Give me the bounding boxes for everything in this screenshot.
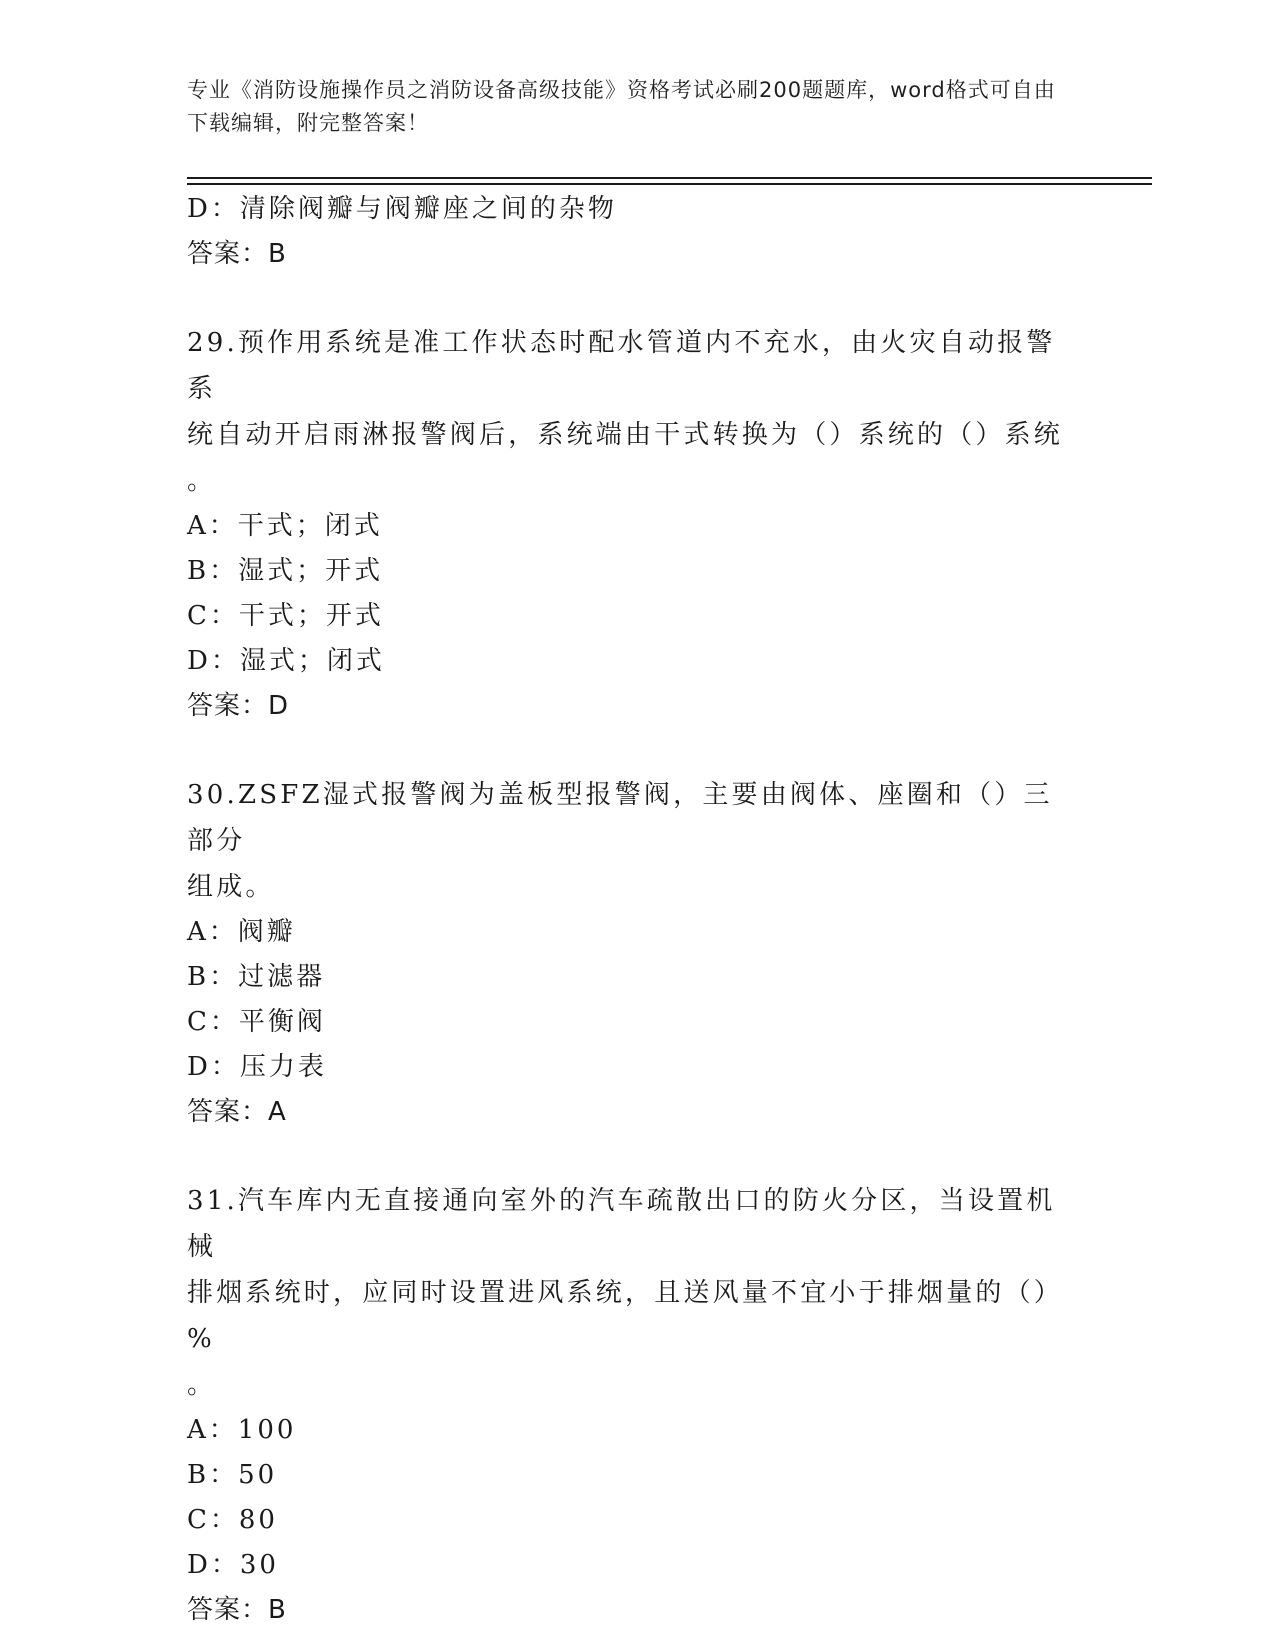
header-divider-bottom <box>187 183 1152 185</box>
question-31-line-3: 。 <box>187 1370 217 1400</box>
question-30-option-b: B：过滤器 <box>187 962 326 992</box>
question-30-option-c: C：平衡阀 <box>187 1007 326 1037</box>
question-29-line-3: 。 <box>187 466 217 496</box>
header-divider-top <box>187 177 1152 179</box>
question-30-option-d: D：压力表 <box>187 1052 327 1082</box>
question-29-option-c: C：干式；开式 <box>187 601 384 631</box>
spacer <box>187 729 1077 772</box>
question-31-answer: 答案：B <box>187 1595 287 1625</box>
prev-option-d: D：清除阀瓣与阀瓣座之间的杂物 <box>187 194 617 224</box>
question-31-option-c: C：80 <box>187 1505 278 1535</box>
question-29-option-a: A：干式；闭式 <box>187 511 383 541</box>
spacer <box>187 277 1077 320</box>
question-31-option-b: B：50 <box>187 1460 278 1490</box>
question-29-line-2: 统自动开启雨淋报警阀后，系统端由干式转换为（）系统的（）系统 <box>187 420 1064 450</box>
question-30-line-2: 组成。 <box>187 872 275 902</box>
question-30-line-1: 30.ZSFZ湿式报警阀为盖板型报警阀，主要由阀体、座圈和（）三部分 <box>187 780 1053 856</box>
spacer <box>187 1135 1077 1178</box>
question-30-option-a: A：阀瓣 <box>187 917 296 947</box>
document-header: 专业《消防设施操作员之消防设备高级技能》资格考试必刷200题题库，word格式可自由下载编辑，附完整答案！ <box>187 78 1056 135</box>
question-31-option-a: A：100 <box>187 1415 297 1445</box>
question-30 <box>187 772 1077 1135</box>
question-29-option-b: B：湿式；开式 <box>187 556 384 586</box>
question-30-answer: 答案：A <box>187 1097 287 1127</box>
question-31-option-d: D：30 <box>187 1550 279 1580</box>
question-29-answer: 答案：D <box>187 691 290 721</box>
question-29 <box>187 320 1077 729</box>
question-29-option-d: D：湿式；闭式 <box>187 646 385 676</box>
prev-answer: 答案：B <box>187 239 287 269</box>
question-31-line-2: 排烟系统时，应同时设置进风系统，且送风量不宜小于排烟量的（）% <box>187 1278 1064 1354</box>
question-content <box>187 187 1077 1633</box>
question-31-line-1: 31.汽车库内无直接通向室外的汽车疏散出口的防火分区，当设置机械 <box>187 1186 1056 1262</box>
question-31 <box>187 1178 1077 1633</box>
question-29-line-1: 29.预作用系统是准工作状态时配水管道内不充水，由火灾自动报警系 <box>187 328 1056 404</box>
